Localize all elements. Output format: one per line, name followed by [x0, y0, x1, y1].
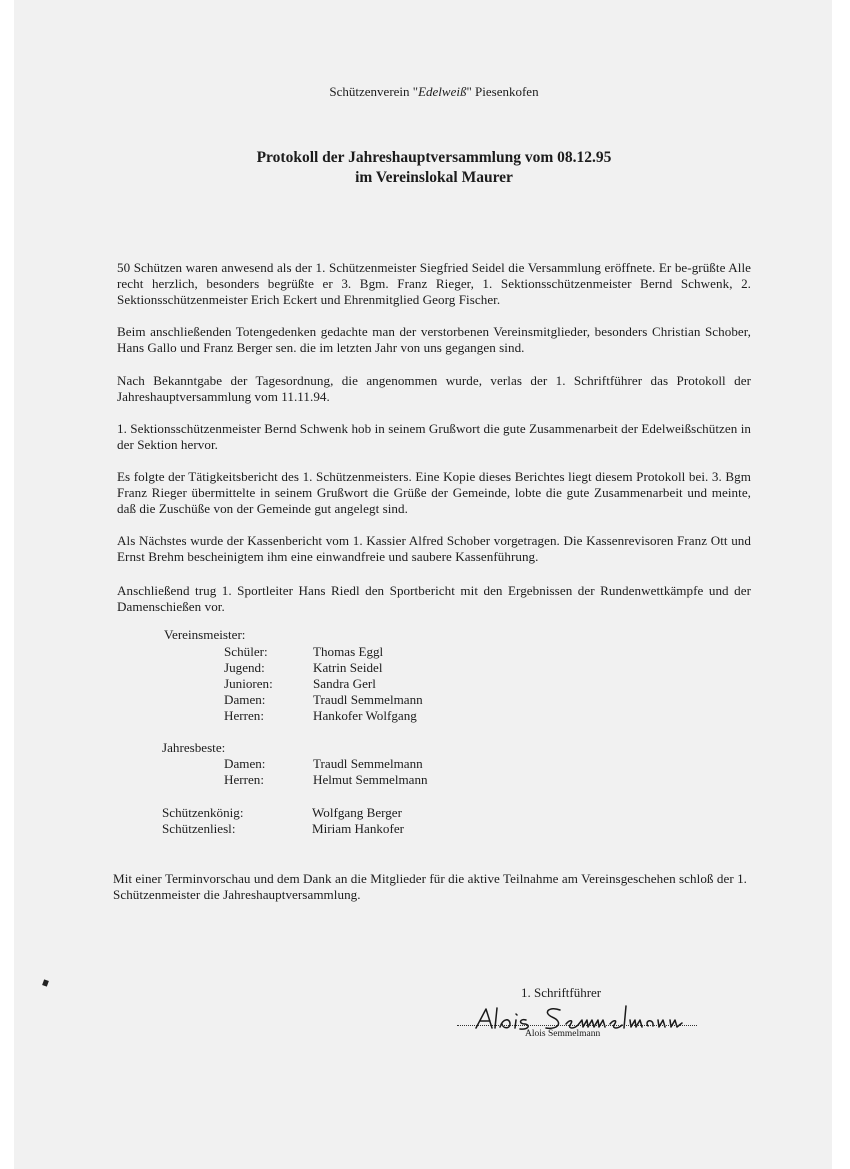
paragraph-agenda: Nach Bekanntgabe der Tagesordnung, die angenommen wurde, verlas der 1. Schriftführer das Protokoll der Jahreshauptversammlung vom 11.11.94. [117, 373, 751, 404]
result-name: Helmut Semmelmann [313, 772, 428, 787]
result-name: Traudl Semmelmann [313, 756, 423, 771]
schuetzenliesl-label: Schützenliesl: [162, 821, 236, 836]
result-category: Damen: [224, 756, 266, 771]
signature-printed-name: Alois Semmelmann [525, 1029, 601, 1039]
result-category: Schüler: [224, 644, 268, 659]
paragraph-memorial: Beim anschließenden Totengedenken gedachte man der verstorbenen Vereinsmitglieder, besonders Christian Schober, Hans Gallo und Franz Berger sen. die im letzten Jahr von uns gegangen sind. [117, 324, 751, 355]
result-name: Traudl Semmelmann [313, 692, 423, 707]
signature-line [457, 1025, 697, 1026]
schuetzenkoenig-name: Wolfgang Berger [312, 805, 402, 820]
result-name: Katrin Seidel [313, 660, 383, 675]
document-subtitle: im Vereinslokal Maurer [355, 169, 513, 186]
document-title: Protokoll der Jahreshauptversammlung vom 08.12.95 [256, 149, 612, 166]
paragraph-section-greeting: 1. Sektionsschützenmeister Bernd Schwenk hob in seinem Grußwort die gute Zusammenarbeit der Edelweißschützen in der Sektion hervor. [117, 421, 751, 452]
club-header: Schützenverein "Edelweiß" Piesenkofen [329, 84, 539, 99]
signature-role: 1. Schriftführer [521, 985, 602, 1000]
schuetzenkoenig-label: Schützenkönig: [162, 805, 244, 820]
result-name: Hankofer Wolfgang [313, 708, 417, 723]
paragraph-sports-report: Anschließend trug 1. Sportleiter Hans Riedl den Sportbericht mit den Ergebnissen der Rundenwettkämpfe und der Damenschießen vor. [117, 583, 751, 614]
club-name: Edelweiß [418, 84, 467, 99]
paragraph-activity-report: Es folgte der Tätigkeitsbericht des 1. Schützenmeisters. Eine Kopie dieses Berichtes liegt diesem Protokoll bei. 3. Bgm Franz Rieger übermittelte in seinem Grußwort die Grüße der Gemeinde, lobte die gute Zusammenarbeit und meinte, daß die Zuschüße von der Gemeinde gut angelegt sind. [117, 469, 751, 516]
paragraph-treasury-report: Als Nächstes wurde der Kassenbericht vom 1. Kassier Alfred Schober vorgetragen. Die Kassenrevisoren Franz Ott und Ernst Brehm bescheinigtem ihm eine einwandfreie und saubere Kassenführung. [117, 533, 751, 564]
result-category: Herren: [224, 772, 264, 787]
result-name: Sandra Gerl [313, 676, 376, 691]
result-category: Jugend: [224, 660, 265, 675]
schuetzenliesl-name: Miriam Hankofer [312, 821, 404, 836]
result-name: Thomas Eggl [313, 644, 384, 659]
result-category: Herren: [224, 708, 264, 723]
result-category: Junioren: [224, 676, 273, 691]
vereinsmeister-heading: Vereinsmeister: [164, 627, 246, 642]
jahresbeste-heading: Jahresbeste: [162, 740, 226, 755]
paragraph-opening: 50 Schützen waren anwesend als der 1. Schützenmeister Siegfried Seidel die Versammlung eröffnete. Er be-grüßte Alle recht herzlich, besonders begrüßte er 3. Bgm. Franz Rieger, 1. Sektionsschützenmeister Bernd Schwenk, 2. Sektionsschützenmeister Erich Eckert und Ehrenmitglied Georg Fischer. [117, 260, 751, 307]
paragraph-closing: Mit einer Terminvorschau und dem Dank an die Mitglieder für die aktive Teilnahme am Vereinsgeschehen schloß der 1. Schützenmeister die Jahreshauptversammlung. [113, 871, 747, 902]
result-category: Damen: [224, 692, 266, 707]
